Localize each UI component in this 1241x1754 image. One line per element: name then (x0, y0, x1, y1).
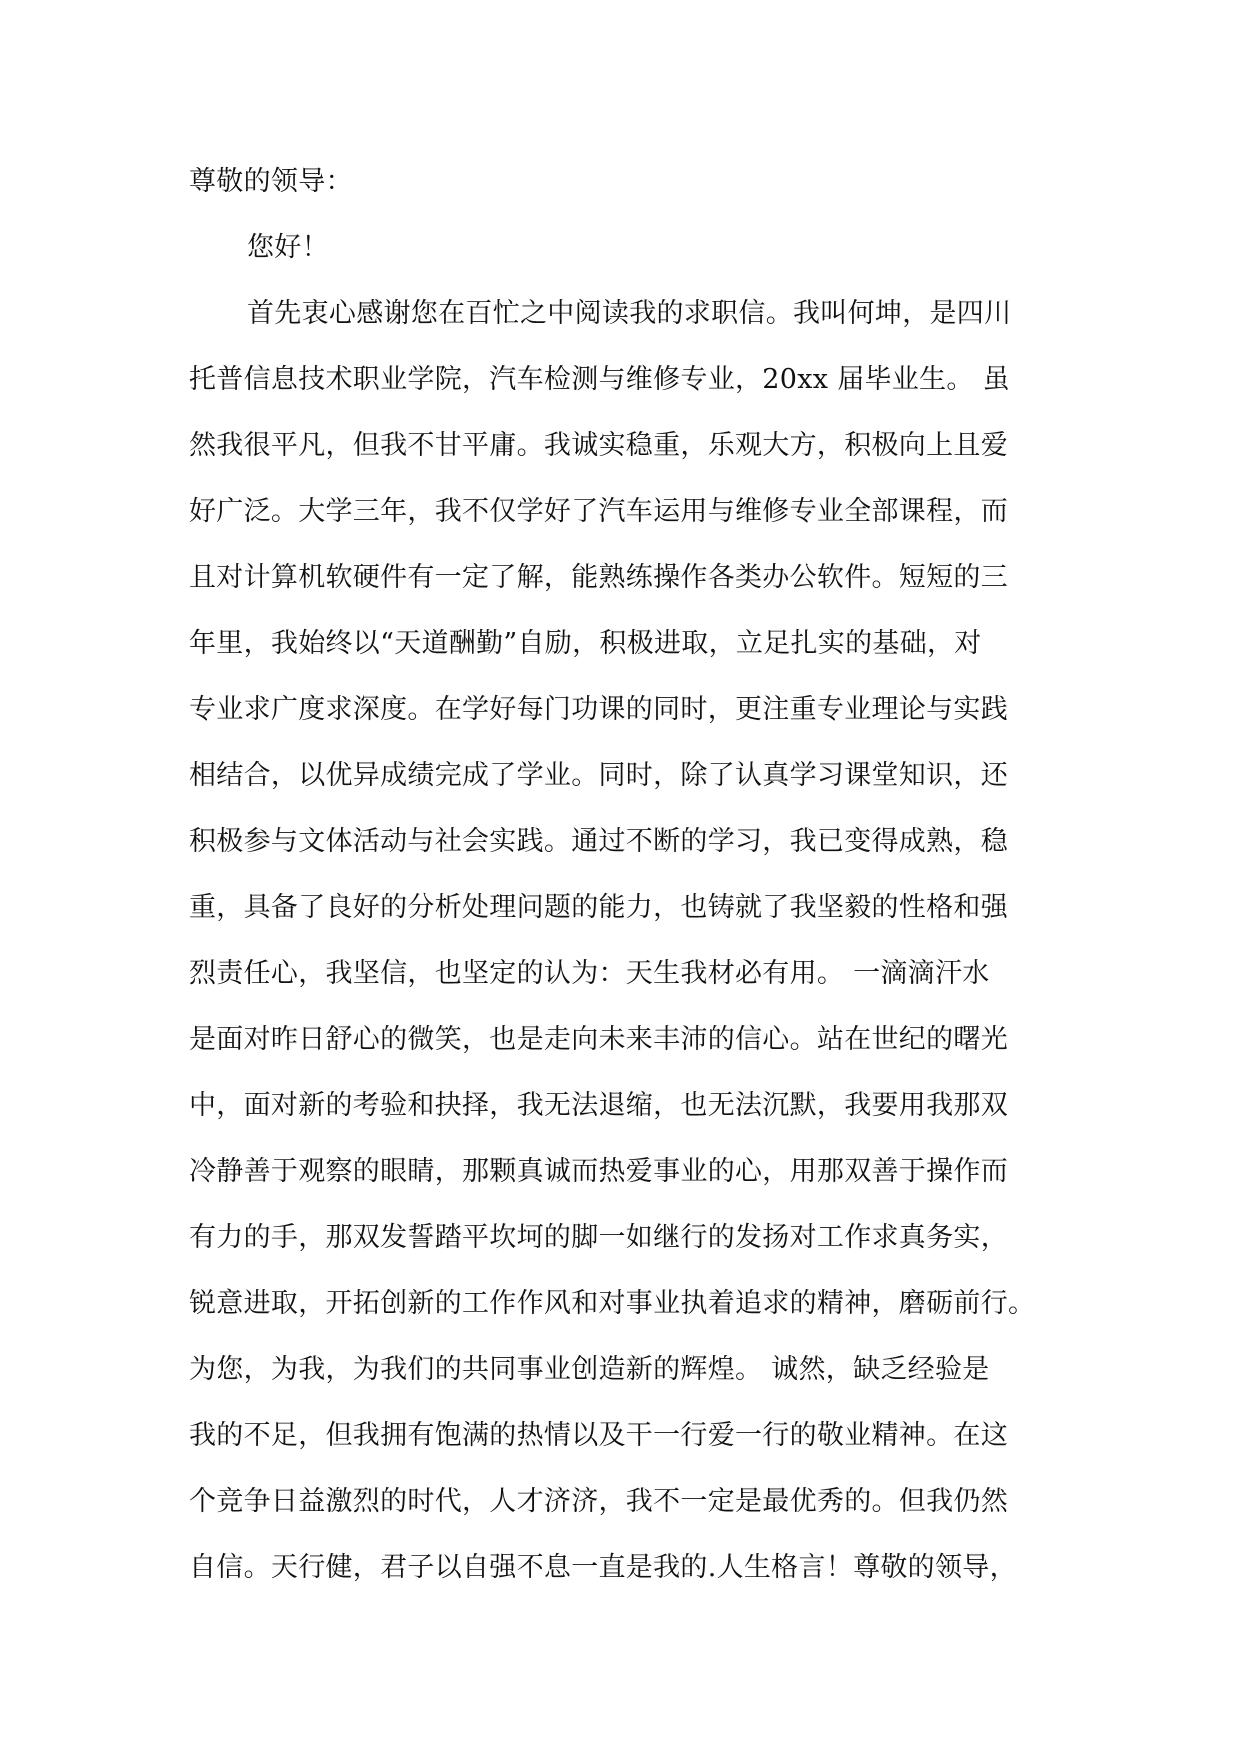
paragraph-line: 有力的手，那双发誓踏平坎坷的脚一如继行的发扬对工作求真务实， (189, 1222, 1008, 1253)
paragraph-line: 为您，为我，为我们的共同事业创造新的辉煌。 诚然，缺乏经验是 (189, 1354, 990, 1385)
salutation: 尊敬的领导： (189, 166, 353, 197)
paragraph-line: 积极参与文体活动与社会实践。通过不断的学习，我已变得成熟，稳 (189, 826, 1008, 857)
paragraph-line: 首先衷心感谢您在百忙之中阅读我的求职信。我叫何坤，是四川 (247, 298, 1012, 329)
paragraph-line: 锐意进取，开拓创新的工作作风和对事业执着追求的精神，磨砺前行。 (189, 1288, 1036, 1319)
greeting: 您好！ (247, 232, 329, 263)
paragraph-line: 且对计算机软硬件有一定了解，能熟练操作各类办公软件。短短的三 (189, 562, 1008, 593)
paragraph-line: 烈责任心，我坚信，也坚定的认为：天生我材必有用。 一滴滴汗水 (189, 958, 990, 989)
paragraph-line: 重，具备了良好的分析处理问题的能力，也铸就了我坚毅的性格和强 (189, 892, 1008, 923)
paragraph-line: 年里，我始终以“天道酬勤”自励，积极进取，立足扎实的基础，对 (189, 628, 982, 659)
letter-body (189, 160, 1069, 1612)
paragraph-line: 专业求广度求深度。在学好每门功课的同时，更注重专业理论与实践 (189, 694, 1008, 725)
paragraph-line: 好广泛。大学三年，我不仅学好了汽车运用与维修专业全部课程，而 (189, 496, 1008, 527)
paragraph-line: 托普信息技术职业学院，汽车检测与维修专业，20xx 届毕业生。 虽 (189, 364, 1010, 395)
paragraph-line: 然我很平凡，但我不甘平庸。我诚实稳重，乐观大方，积极向上且爱 (189, 430, 1008, 461)
paragraph-line: 自信。天行健，君子以自强不息一直是我的.人生格言！尊敬的领导， (189, 1552, 1017, 1583)
paragraph-line: 个竞争日益激烈的时代，人才济济，我不一定是最优秀的。但我仍然 (189, 1486, 1008, 1517)
paragraph-line: 我的不足，但我拥有饱满的热情以及干一行爱一行的敬业精神。在这 (189, 1420, 1008, 1451)
paragraph-line: 是面对昨日舒心的微笑，也是走向未来丰沛的信心。站在世纪的曙光 (189, 1024, 1008, 1055)
paragraph-line: 中，面对新的考验和抉择，我无法退缩，也无法沉默，我要用我那双 (189, 1090, 1008, 1121)
paragraph-line: 冷静善于观察的眼睛，那颗真诚而热爱事业的心，用那双善于操作而 (189, 1156, 1008, 1187)
paragraph-line: 相结合，以优异成绩完成了学业。同时，除了认真学习课堂知识，还 (189, 760, 1008, 791)
